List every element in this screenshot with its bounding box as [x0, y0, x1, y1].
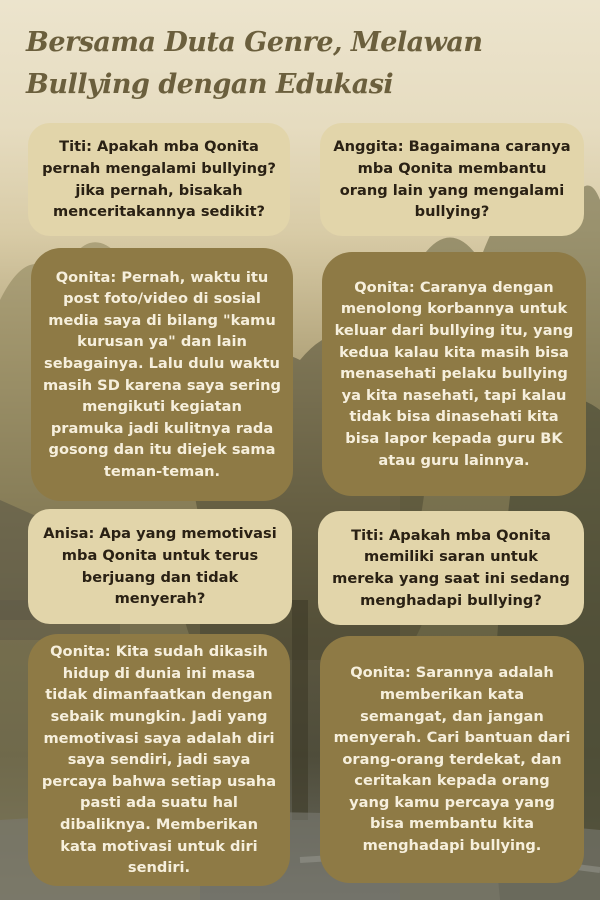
poster-title-line-1: Bersama Duta Genre, Melawan [26, 27, 483, 58]
question-bubble-titi-advice: Titi: Apakah mba Qonita memiliki saran untuk mereka yang saat ini sedang menghadapi bullying? [318, 511, 584, 625]
poster-title [26, 22, 566, 106]
answer-bubble-qonita-helping: Qonita: Caranya dengan menolong korbannya untuk keluar dari bullying itu, yang kedua kalau kita masih bisa menasehati pelaku bullying ya kita nasehati, tapi kalau tidak bisa dinasehati kita bisa lapor kepada guru BK atau guru lainnya. [322, 252, 586, 496]
poster-title-line-2: Bullying dengan Edukasi [26, 69, 394, 100]
answer-bubble-qonita-experience: Qonita: Pernah, waktu itu post foto/video di sosial media saya di bilang "kamu kurusan ya" dan lain sebagainya. Lalu dulu waktu masih SD karena saya sering mengikuti kegiatan pramuka jadi kulitnya rada gosong dan itu diejek sama teman-teman. [31, 248, 293, 501]
question-bubble-titi-experience: Titi: Apakah mba Qonita pernah mengalami bullying? jika pernah, bisakah menceritakannya sedikit? [28, 123, 290, 236]
question-bubble-anggita-helping: Anggita: Bagaimana caranya mba Qonita membantu orang lain yang mengalami bullying? [320, 123, 584, 236]
answer-bubble-qonita-motivation: Qonita: Kita sudah dikasih hidup di dunia ini masa tidak dimanfaatkan dengan sebaik mungkin. Jadi yang memotivasi saya adalah diri saya sendiri, jadi saya percaya bahwa setiap usaha pasti ada suatu hal dibaliknya. Memberikan kata motivasi untuk diri sendiri. [28, 634, 290, 886]
question-bubble-anisa-motivation: Anisa: Apa yang memotivasi mba Qonita untuk terus berjuang dan tidak menyerah? [28, 509, 292, 624]
answer-bubble-qonita-advice: Qonita: Sarannya adalah memberikan kata semangat, dan jangan menyerah. Cari bantuan dari orang-orang terdekat, dan ceritakan kepada orang yang kamu percaya yang bisa membantu kita menghadapi bullying. [320, 636, 584, 883]
